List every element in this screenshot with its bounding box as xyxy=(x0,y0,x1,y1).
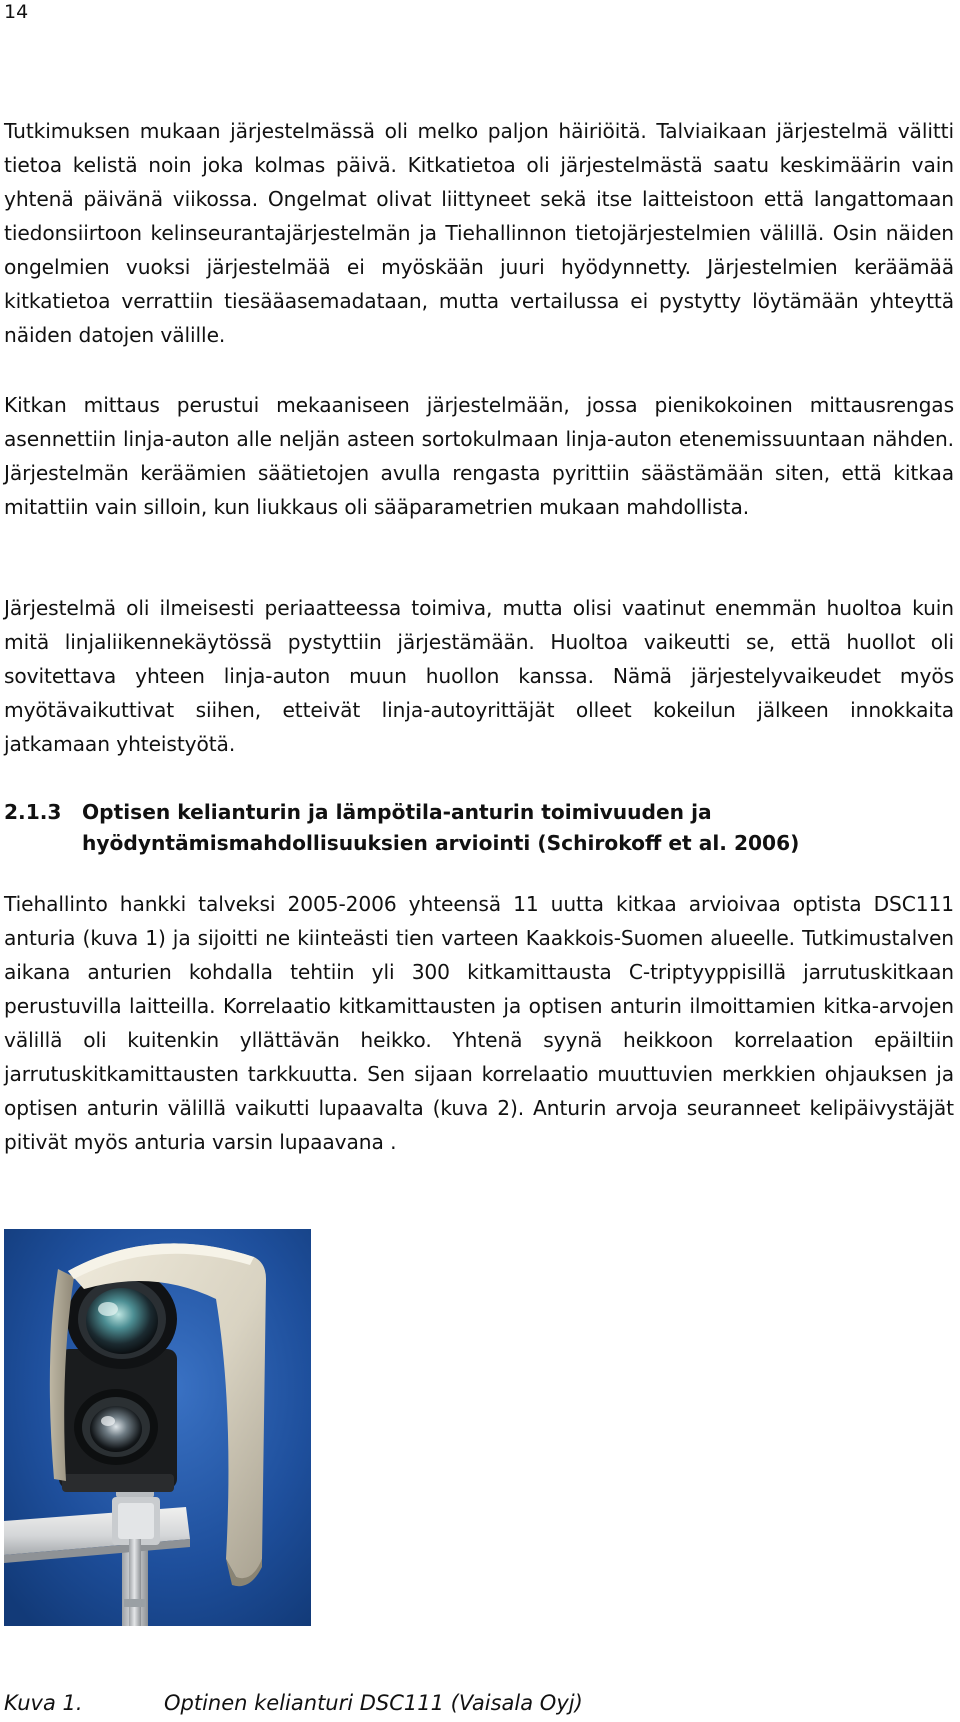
paragraph-2: Kitkan mittaus perustui mekaaniseen järjestelmään, jossa pienikokoinen mittausrengas asennettiin linja-auton alle neljän asteen sortokulmaan linja-auton etenemissuuntaan nähden. Järjestelmän keräämien säätietojen avulla rengasta pyrittiin säästämään siten, että kitkaa mitattiin vain silloin, kun liukkaus oli sääparametrien mukaan mahdollista. xyxy=(4,393,954,519)
page-number: 14 xyxy=(4,1,29,23)
sensor-photo xyxy=(4,1229,311,1626)
section-number: 2.1.3 xyxy=(4,800,62,824)
paragraph-3: Järjestelmä oli ilmeisesti periaatteessa toimiva, mutta olisi vaatinut enemmän huoltoa kuin mitä linjaliikennekäytössä pystyttiin järjestämään. Huoltoa vaikeutti se, että huollot oli sovitettava yhteen linja-auton muun huollon kanssa. Nämä järjestelyvaikeudet myös myötävaikuttivat siihen, etteivät linja-autoyrittäjät olleet kokeilun jälkeen innokkaita jatkamaan yhteistyötä. xyxy=(4,596,954,756)
paragraph-1: Tutkimuksen mukaan järjestelmässä oli melko paljon häiriöitä. Talviaikaan järjestelmä välitti tietoa kelistä noin joka kolmas päivä. Kitkatietoa oli järjestelmästä saatu keskimäärin vain yhtenä päivänä viikossa. Ongelmat olivat liittyneet sekä itse laitteistoon että langattomaan tiedonsiirtoon kelinseurantajärjestelmän ja Tiehallinnon tietojärjestelmien välillä. Osin näiden ongelmien vuoksi järjestelmää ei myöskään juuri hyödynnetty. Järjestelmien keräämää kitkatietoa verrattiin tiesääasemadataan, mutta vertailussa ei pystytty löytämään yhteyttä näiden datojen välille. xyxy=(4,119,954,347)
caption-text: Optinen kelianturi DSC111 (Vaisala Oyj) xyxy=(164,1691,583,1715)
paragraph-4: Tiehallinto hankki talveksi 2005-2006 yhteensä 11 uutta kitkaa arvioivaa optista DSC111 anturia (kuva 1) ja sijoitti ne kiinteästi tien varteen Kaakkois-Suomen alueelle. Tutkimustalven aikana anturien kohdalla tehtiin yli 300 kitkamittausta C-triptyyppisillä jarrutuskitkaan perustuvilla laitteilla. Korrelaatio kitkamittausten ja optisen anturin ilmoittamien kitka-arvojen välillä oli kuitenkin yllättävän heikko. Yhtenä syynä heikkoon korrelaation epäiltiin jarrutuskitkamittausten tarkkuutta. Sen sijaan korrelaatio muuttuvien merkkien ohjauksen ja optisen anturin välillä vaikutti lupaavalta (kuva 2). Anturin arvoja seuranneet kelipäivystäjät pitivät myös anturia varsin lupaavana . xyxy=(4,892,954,1154)
caption-label: Kuva 1. xyxy=(4,1691,83,1715)
section-title: Optisen kelianturin ja lämpötila-anturin toimivuuden ja hyödyntämismahdollisuuksien arviointi (Schirokoff et al. 2006) xyxy=(82,800,800,855)
